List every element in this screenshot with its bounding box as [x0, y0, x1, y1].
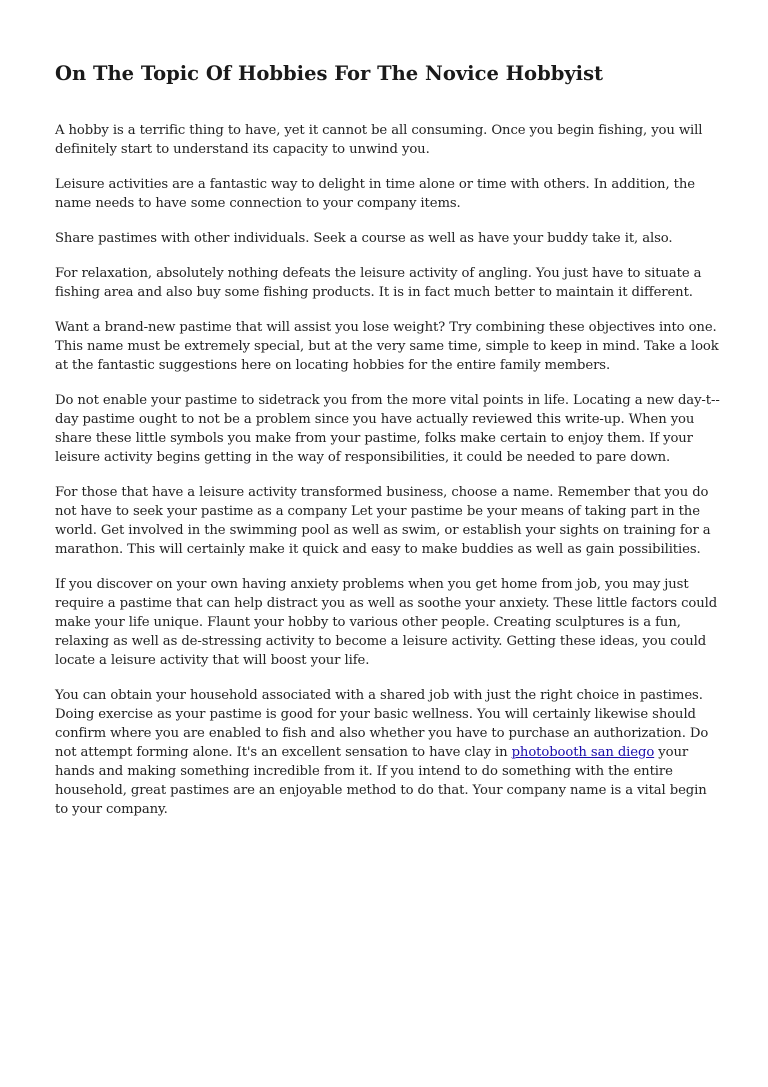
paragraph: Want a brand-new pastime that will assist you lose weight? Try combining these objectives into one. This name must be extremely special, but at the very same time, simple to keep in mind. Take a look at the fantastic suggestions here on locating hobbies for the entire family members.	[55, 320, 719, 373]
photobooth-link[interactable]: photobooth san diego	[511, 745, 655, 760]
document-page	[55, 60, 720, 835]
page-title: On The Topic Of Hobbies For The Novice Hobbyist	[55, 62, 604, 85]
paragraph: A hobby is a terrific thing to have, yet it cannot be all consuming. Once you begin fishing, you will definitely start to understand its capacity to unwind you.	[55, 123, 703, 157]
paragraph-text-before-link: You can obtain your household associated with a shared job with just the right choice in pastimes. Doing exercise as your pastime is good for your basic wellness. You will certainly likewise should confirm where you are enabled to fish and also whether you have to purchase an authorization. Do not attempt forming alone. It's an excellent sensation to have clay in	[55, 688, 709, 760]
paragraph-text-after-link: your hands and making something incredible from it. If you intend to do something with the entire household, great pastimes are an enjoyable method to do that. Your company name is a vital begin to your company.	[55, 745, 707, 817]
paragraph: For those that have a leisure activity transformed business, choose a name. Remember that you do not have to seek your pastime as a company Let your pastime be your means of taking part in the world. Get involved in the swimming pool as well as swim, or establish your sights on training for a marathon. This will certainly make it quick and easy to make buddies as well as gain possibilities.	[55, 485, 711, 557]
paragraph-with-link	[55, 686, 720, 819]
paragraph: Leisure activities are a fantastic way to delight in time alone or time with others. In addition, the name needs to have some connection to your company items.	[55, 177, 695, 211]
paragraph: For relaxation, absolutely nothing defeats the leisure activity of angling. You just have to situate a fishing area and also buy some fishing products. It is in fact much better to maintain it different.	[55, 266, 702, 300]
paragraph: Do not enable your pastime to sidetrack you from the more vital points in life. Locating a new day-t--day pastime ought to not be a problem since you have actually reviewed this write-up. When you share these little symbols you make from your pastime, folks make certain to enjoy them. If your leisure activity begins getting in the way of responsibilities, it could be needed to pare down.	[55, 393, 720, 465]
paragraph: Share pastimes with other individuals. Seek a course as well as have your buddy take it, also.	[55, 231, 673, 246]
paragraph: If you discover on your own having anxiety problems when you get home from job, you may just require a pastime that can help distract you as well as soothe your anxiety. These little factors could make your life unique. Flaunt your hobby to various other people. Creating sculptures is a fun, relaxing as well as de-stressing activity to become a leisure activity. Getting these ideas, you could locate a leisure activity that will boost your life.	[55, 577, 718, 668]
